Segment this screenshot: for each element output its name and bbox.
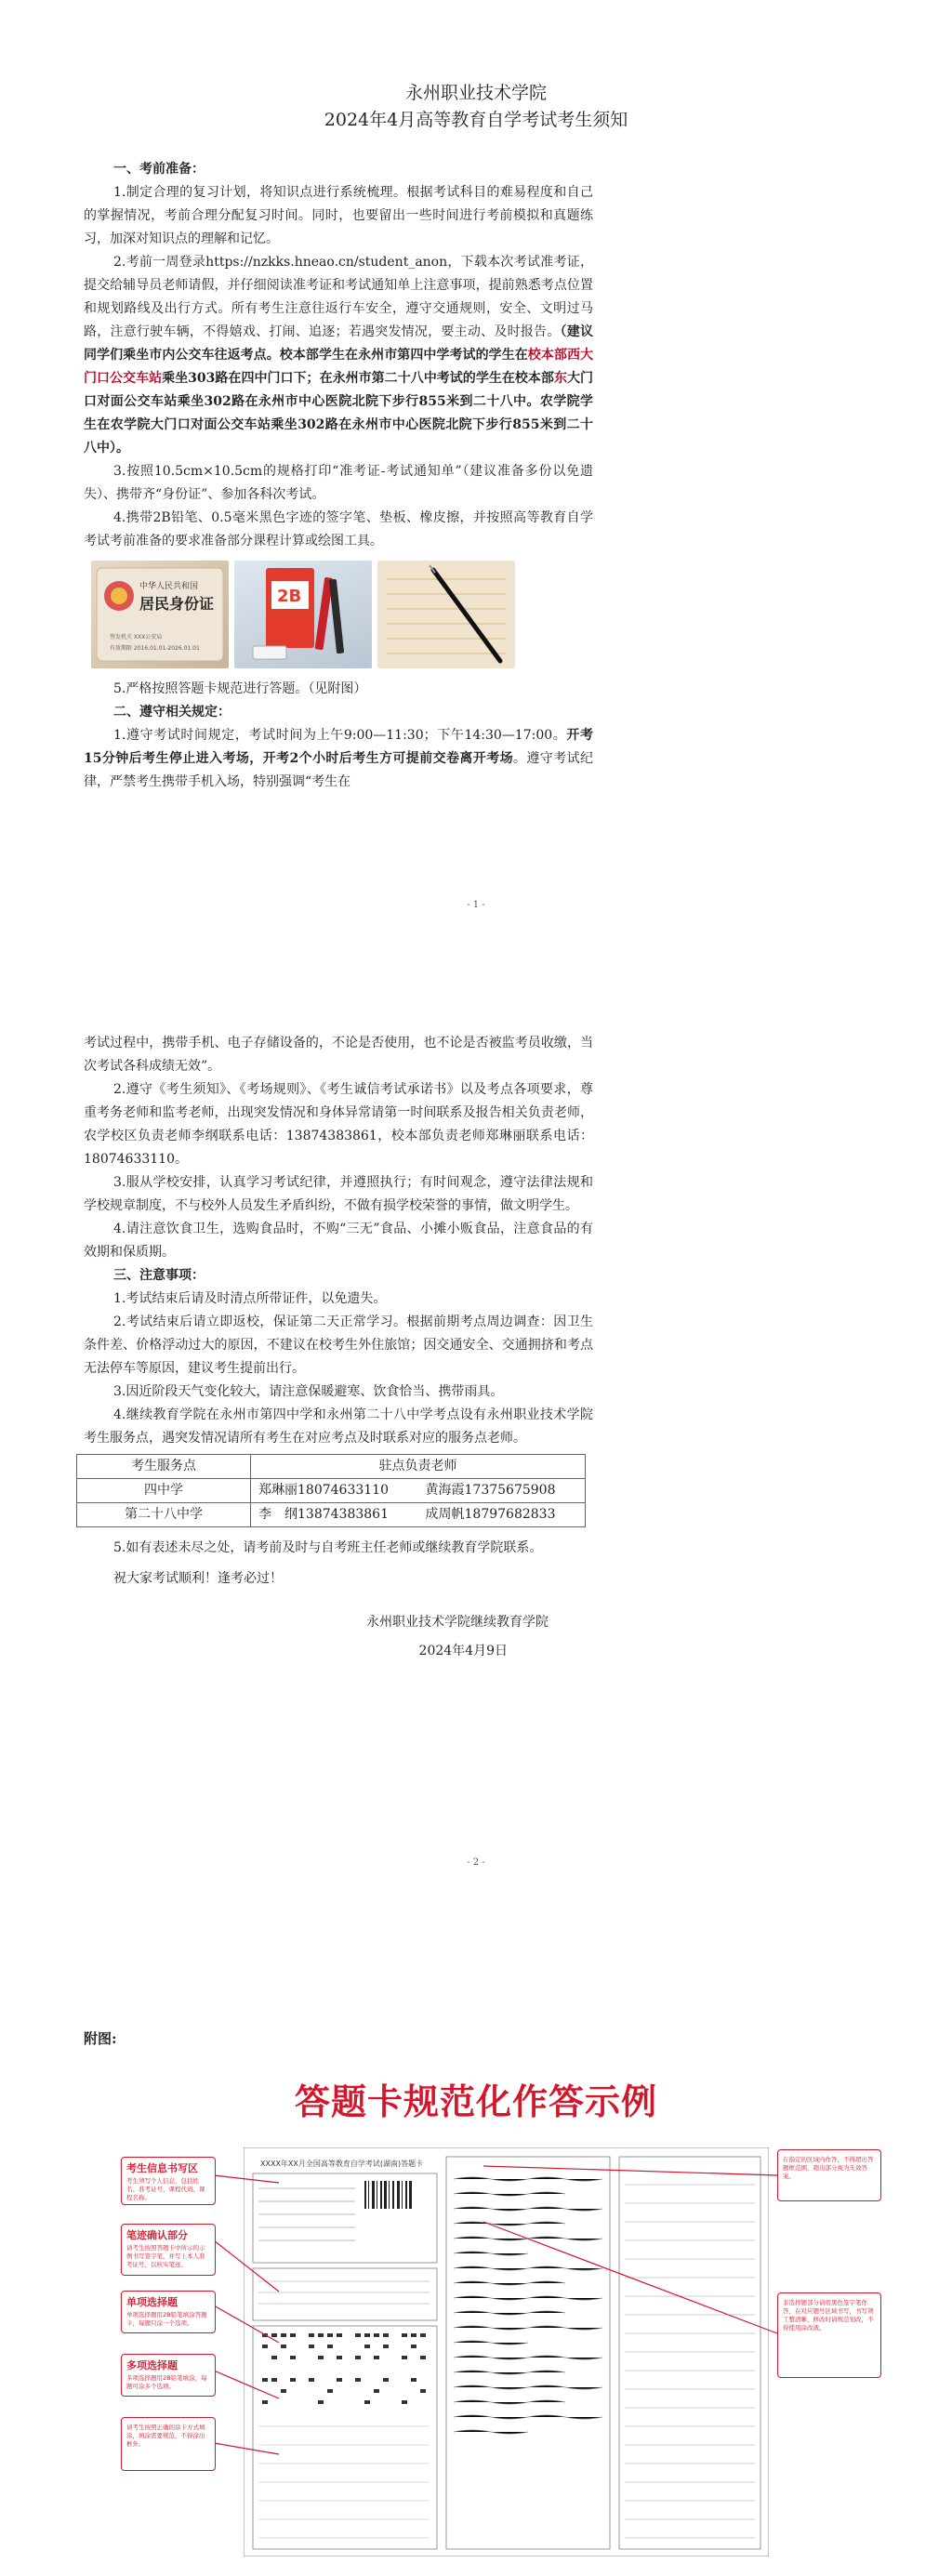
section-1-p5: 5.严格按照答题卡规范进行答题。（见附图） <box>113 681 367 696</box>
section-1-heading: 一、考前准备： <box>113 162 205 177</box>
closing-wish: 祝大家考试顺利！逢考必过！ <box>113 1571 283 1586</box>
section-3-p4: 4.继续教育学院在永州市第四中学和永州第二十八中学考点设有永州职业技术学院考生服务点，遇突发情况请所有考生在对应考点及时联系对应的服务点老师。 <box>84 1407 593 1446</box>
table-header-teacher: 驻点负责老师 <box>251 1455 586 1479</box>
answer-sheet-title: XXXX年XX月全国高等教育自学考试(湖南)答题卡 <box>260 2160 424 2168</box>
callout-exam-info: 考生信息书写区 考生须写个人信息，包括姓名、准考证号、课程代码、课程名称。 <box>121 2157 216 2205</box>
east-gate-highlight: 东 <box>553 371 567 386</box>
pencil-photo <box>234 561 372 668</box>
page-number-1: - 1 - <box>467 900 485 910</box>
callout-handwriting: 笔迹确认部分 请考生按照答题卡中所示的示例书写签字笔，并写上本人准考证号，以核实笔迹。 <box>121 2224 216 2276</box>
school-name: 永州职业技术学院 <box>404 83 547 103</box>
id-card-label: 居民身份证 <box>139 595 215 613</box>
section-3-p5: 5.如有表述未尽之处，请考前及时与自考班主任老师或继续教育学院联系。 <box>113 1540 543 1555</box>
table-row <box>77 1479 586 1503</box>
section-3-p3: 3.因近阶段天气变化较大，请注意保暖避寒、饮食恰当、携带雨具。 <box>113 1384 504 1399</box>
callout-single-choice: 单项选择题 单项选择题用2B铅笔填涂答题卡，每题只涂一个选项。 <box>121 2291 216 2333</box>
id-card-country: 中华人民共和国 <box>139 582 199 591</box>
notice-title: 2024年4月高等教育自学考试考生须知 <box>324 110 628 130</box>
section-3-heading: 三、注意事项： <box>113 1268 205 1283</box>
section-1-p1: 1.制定合理的复习计划，将知识点进行系统梳理。根据考试科目的难易程度和自己的掌握情况，考前合理分配复习时间。同时，也要留出一些时间进行考前模拟和真题练习，加深对知识点的理解和记忆。 <box>84 185 593 246</box>
table-row <box>77 1503 586 1527</box>
answer-sheet-pen-photo <box>377 561 515 668</box>
id-card-issuer: 签发机关 XXX公安局 <box>110 634 163 641</box>
id-card-photo <box>91 561 229 668</box>
page-2 <box>0 1002 952 1867</box>
table-cell: 四中学 <box>77 1479 251 1503</box>
table-header-point: 考生服务点 <box>77 1455 251 1479</box>
section-2-p1: 1.遵守考试时间规定，考试时间为上午9:00—11:30；下午14:30—17:00。开考15分钟后考生停止进入考场，开考2个小时后考生方可提前交卷离开考场。遵守考试纪律，严禁考生携带手机入场，特别强调“考生在 <box>84 728 593 789</box>
pencil-badge: 2B <box>277 587 302 606</box>
section-2-p1-continued: 考试过程中，携带手机、电子存储设备的，不论是否使用，也不论是否被监考员收缴，当次考试各科成绩无效”。 <box>84 1036 593 1074</box>
table-cell: 成周帆18797682833 <box>418 1503 586 1527</box>
section-3-p2: 2.考试结束后请立即返校，保证第二天正常学习。根据前期考点周边调查：因卫生条件差、价格浮动过大的原因，不建议在校考生外住旅馆；因交通安全、交通拥挤和考点无法停车等原因，建议考生提前出行。 <box>84 1314 593 1376</box>
page-1-content <box>84 158 593 794</box>
section-3-p1: 1.考试结束后请及时清点所带证件，以免遗失。 <box>113 1291 387 1306</box>
callout-fill-method: 请考生按照正确的涂卡方式填涂，填涂需要规范，不得涂出框外。 <box>121 2417 216 2471</box>
page-2-content <box>84 1032 593 1663</box>
table-cell: 李 纲13874383861 <box>251 1503 418 1527</box>
service-point-table <box>76 1454 586 1527</box>
section-1-p2: 2.考前一周登录https://nzkks.hneao.cn/student_anon，下载本次考试准考证，提交给辅导员老师请假，并仔细阅读准考证和考试通知单上注意事项，提前熟悉考点位置和规划路线及出行方式。所有考生注意往返行车安全，遵守交通规则，安全、文明过马路，注意行驶车辆，不得嬉戏、打闹、追逐；若遇突发情况，要主动、及时报告。（建议同学们乘坐市内公交车往返考点。校本部学生在永州市第四中学考试的学生在校本部西大门口公交车站乘坐303路在四中门口下；在永州市第二十八中考试的学生在校本部东大门口对面公交车站乘坐302路在永州市中心医院北院下步行855米到二十八中。农学院学生在农学院大门口对面公交车站乘坐302路在永州市中心医院北院下步行855米到二十八中）。 <box>84 255 594 456</box>
table-cell: 第二十八中学 <box>77 1503 251 1527</box>
page-3 <box>0 1934 952 2576</box>
section-1-p4: 4.携带2B铅笔、0.5毫米黑色字迹的签字笔、垫板、橡皮擦，并按照高等教育自学考试考前准备的要求准备部分课程计算或绘图工具。 <box>84 510 593 548</box>
appendix-label: 附图: <box>84 2030 117 2047</box>
callout-answer-area: 在指定的区域内作答，不得超出答题框范围，超出部分视为无效答案。 <box>777 2149 881 2201</box>
section-2-p2: 2.遵守《考生须知》、《考场规则》、《考生诚信考试承诺书》以及考点各项要求，尊重考务老师和监考老师，出现突发情况和身体异常请第一时间联系及报告相关负责老师，农学校区负责老师李纲联系电话：13874383861，校本部负责老师郑琳丽联系电话：18074633110。 <box>84 1082 593 1167</box>
callout-non-choice: 非选择题部分请用黑色签字笔作答，在对应题号区域书写，书写须工整清晰，修改时请规范划改，不得使用涂改液。 <box>777 2292 881 2378</box>
callout-multiple-choice: 多项选择题 多项选择题用2B铅笔填涂，每题可涂多个选项。 <box>121 2354 216 2397</box>
appendix-title: 答题卡规范化作答示例 <box>294 2081 657 2122</box>
table-cell: 黄海霞17375675908 <box>418 1479 586 1503</box>
table-cell: 郑琳丽18074633110 <box>251 1479 418 1503</box>
supplies-photos <box>91 561 593 668</box>
issue-date: 2024年4月9日 <box>418 1644 508 1658</box>
table-header-row <box>77 1455 586 1479</box>
page-number-2: - 2 - <box>467 1857 485 1868</box>
title-block <box>0 80 952 134</box>
section-2-heading: 二、遵守相关规定： <box>113 705 231 720</box>
page-1 <box>0 0 952 911</box>
signature: 永州职业技术学院继续教育学院 <box>366 1615 549 1630</box>
section-1-p3: 3.按照10.5cm×10.5cm的规格打印“准考证-考试通知单”（建议准备多份以免遗失）、携带齐“身份证”、参加各科次考试。 <box>84 464 593 502</box>
section-2-p4: 4.请注意饮食卫生，选购食品时，不购“三无”食品、小摊小贩食品，注意食品的有效期和保质期。 <box>84 1222 593 1260</box>
bus-stop-highlight: 校本部西大门口公交车站 <box>84 348 594 386</box>
section-2-p3: 3.服从学校安排，认真学习考试纪律，并遵照执行；有时间观念，遵守法律法规和学校规章制度，不与校外人员发生矛盾纠纷，不做有损学校荣誉的事情，做文明学生。 <box>84 1175 593 1213</box>
id-card-valid: 有效期限 2016.01.01-2026.01.01 <box>110 645 200 652</box>
